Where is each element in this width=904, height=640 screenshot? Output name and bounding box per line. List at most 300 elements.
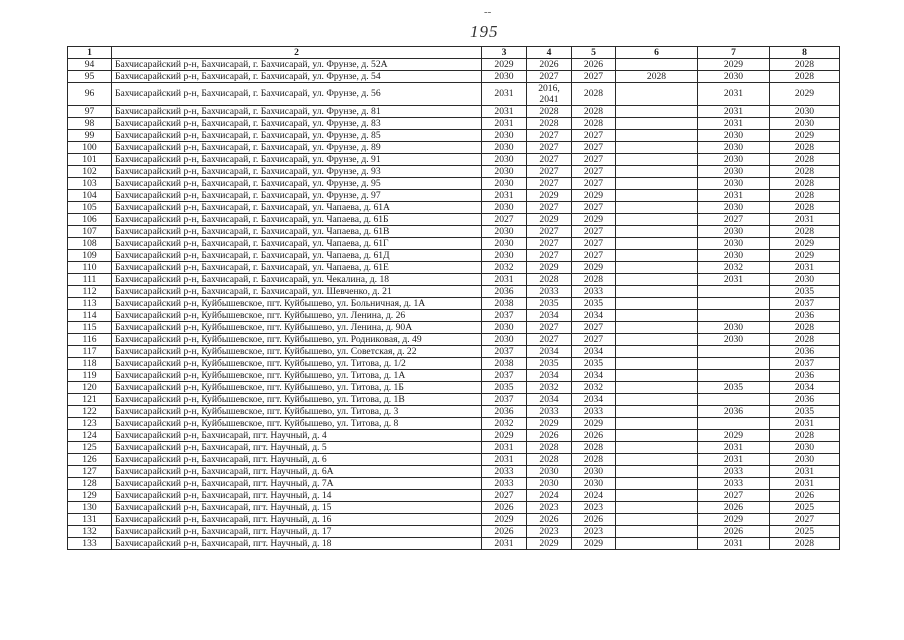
cell-year-col-7: 2030 — [698, 322, 770, 334]
column-header: 6 — [616, 47, 698, 59]
cell-row-number: 132 — [68, 526, 112, 538]
cell-year-col-8: 2028 — [770, 59, 840, 71]
cell-year-col-8: 2028 — [770, 226, 840, 238]
cell-year-col-5: 2027 — [572, 130, 616, 142]
table-row — [68, 178, 840, 190]
cell-address: Бахчисарайский р-н, Бахчисарай, г. Бахчисарай, ул. Фрунзе, д. 54 — [112, 71, 482, 83]
cell-year-col-8: 2029 — [770, 250, 840, 262]
cell-year-col-7: 2030 — [698, 250, 770, 262]
cell-year-col-7: 2031 — [698, 274, 770, 286]
cell-year-col-3: 2038 — [482, 298, 527, 310]
cell-year-col-3: 2026 — [482, 526, 527, 538]
cell-year-col-7 — [698, 394, 770, 406]
cell-year-col-4: 2034 — [527, 394, 572, 406]
cell-year-col-6 — [616, 154, 698, 166]
cell-row-number: 117 — [68, 346, 112, 358]
cell-year-col-7: 2031 — [698, 106, 770, 118]
cell-year-col-3: 2029 — [482, 430, 527, 442]
cell-year-col-4: 2034 — [527, 370, 572, 382]
cell-year-col-5: 2029 — [572, 214, 616, 226]
cell-year-col-8: 2031 — [770, 466, 840, 478]
cell-year-col-5: 2027 — [572, 202, 616, 214]
cell-address: Бахчисарайский р-н, Бахчисарай, г. Бахчисарай, ул. Фрунзе, д. 81 — [112, 106, 482, 118]
cell-row-number: 105 — [68, 202, 112, 214]
cell-address: Бахчисарайский р-н, Куйбышевское, пгт. Куйбышево, ул. Титова, д. 1А — [112, 370, 482, 382]
cell-row-number: 128 — [68, 478, 112, 490]
cell-year-col-3: 2033 — [482, 466, 527, 478]
cell-row-number: 99 — [68, 130, 112, 142]
cell-year-col-4: 2029 — [527, 190, 572, 202]
cell-year-col-3: 2030 — [482, 154, 527, 166]
table-row — [68, 202, 840, 214]
cell-year-col-5: 2027 — [572, 250, 616, 262]
table-row — [68, 394, 840, 406]
cell-year-col-3: 2030 — [482, 142, 527, 154]
cell-year-col-8: 2036 — [770, 394, 840, 406]
cell-year-col-6 — [616, 334, 698, 346]
cell-year-col-6 — [616, 238, 698, 250]
table-row — [68, 118, 840, 130]
header-row — [68, 47, 840, 59]
cell-year-col-7: 2031 — [698, 83, 770, 106]
cell-address: Бахчисарайский р-н, Бахчисарай, пгт. Научный, д. 14 — [112, 490, 482, 502]
cell-year-col-7: 2030 — [698, 154, 770, 166]
column-header: 4 — [527, 47, 572, 59]
cell-year-col-6 — [616, 538, 698, 550]
cell-year-col-3: 2030 — [482, 334, 527, 346]
cell-year-col-3: 2030 — [482, 178, 527, 190]
table-row — [68, 130, 840, 142]
cell-address: Бахчисарайский р-н, Куйбышевское, пгт. Куйбышево, ул. Титова, д. 8 — [112, 418, 482, 430]
cell-year-col-5: 2029 — [572, 538, 616, 550]
cell-year-col-4: 2029 — [527, 418, 572, 430]
cell-address: Бахчисарайский р-н, Куйбышевское, пгт. Куйбышево, ул. Титова, д. 1/2 — [112, 358, 482, 370]
cell-year-col-4: 2026 — [527, 59, 572, 71]
cell-row-number: 116 — [68, 334, 112, 346]
cell-row-number: 121 — [68, 394, 112, 406]
page-mark: -- — [484, 6, 492, 18]
cell-year-col-5: 2034 — [572, 370, 616, 382]
cell-year-col-7: 2031 — [698, 190, 770, 202]
cell-row-number: 108 — [68, 238, 112, 250]
cell-year-col-4: 2027 — [527, 334, 572, 346]
table-row — [68, 346, 840, 358]
cell-year-col-8: 2037 — [770, 298, 840, 310]
cell-year-col-8: 2028 — [770, 322, 840, 334]
cell-year-col-6 — [616, 310, 698, 322]
cell-row-number: 97 — [68, 106, 112, 118]
cell-year-col-4: 2023 — [527, 502, 572, 514]
cell-year-col-7: 2030 — [698, 71, 770, 83]
cell-year-col-3: 2037 — [482, 370, 527, 382]
cell-year-col-7: 2026 — [698, 526, 770, 538]
cell-address: Бахчисарайский р-н, Бахчисарай, г. Бахчисарай, ул. Фрунзе, д. 95 — [112, 178, 482, 190]
cell-year-col-5: 2035 — [572, 358, 616, 370]
cell-row-number: 111 — [68, 274, 112, 286]
cell-year-col-4: 2027 — [527, 250, 572, 262]
cell-year-col-5: 2027 — [572, 154, 616, 166]
table-header — [68, 47, 840, 59]
cell-year-col-8: 2028 — [770, 154, 840, 166]
cell-address: Бахчисарайский р-н, Бахчисарай, пгт. Научный, д. 7А — [112, 478, 482, 490]
cell-row-number: 130 — [68, 502, 112, 514]
cell-year-col-7: 2029 — [698, 430, 770, 442]
cell-year-col-7: 2032 — [698, 262, 770, 274]
cell-year-col-3: 2036 — [482, 286, 527, 298]
cell-year-col-3: 2027 — [482, 490, 527, 502]
cell-year-col-6 — [616, 502, 698, 514]
cell-address: Бахчисарайский р-н, Куйбышевское, пгт. Куйбышево, ул. Ленина, д. 26 — [112, 310, 482, 322]
cell-address: Бахчисарайский р-н, Куйбышевское, пгт. Куйбышево, ул. Титова, д. 1В — [112, 394, 482, 406]
table-row — [68, 442, 840, 454]
cell-year-col-4: 2027 — [527, 202, 572, 214]
cell-year-col-7: 2033 — [698, 466, 770, 478]
cell-year-col-3: 2030 — [482, 202, 527, 214]
table-row — [68, 322, 840, 334]
cell-year-col-4: 2027 — [527, 154, 572, 166]
cell-year-col-5: 2027 — [572, 226, 616, 238]
cell-row-number: 102 — [68, 166, 112, 178]
cell-address: Бахчисарайский р-н, Бахчисарай, г. Бахчисарай, ул. Фрунзе, д. 85 — [112, 130, 482, 142]
cell-address: Бахчисарайский р-н, Бахчисарай, г. Бахчисарай, ул. Чапаева, д. 61В — [112, 226, 482, 238]
cell-year-col-3: 2030 — [482, 71, 527, 83]
cell-year-col-7: 2030 — [698, 226, 770, 238]
cell-row-number: 113 — [68, 298, 112, 310]
cell-year-col-6 — [616, 190, 698, 202]
column-header: 5 — [572, 47, 616, 59]
cell-address: Бахчисарайский р-н, Бахчисарай, г. Бахчисарай, ул. Чапаева, д. 61Г — [112, 238, 482, 250]
cell-year-col-3: 2031 — [482, 83, 527, 106]
cell-year-col-8: 2036 — [770, 370, 840, 382]
table-row — [68, 59, 840, 71]
cell-year-col-6 — [616, 166, 698, 178]
cell-address: Бахчисарайский р-н, Бахчисарай, г. Бахчисарай, ул. Фрунзе, д. 89 — [112, 142, 482, 154]
cell-year-col-4: 2027 — [527, 178, 572, 190]
cell-year-col-7: 2031 — [698, 118, 770, 130]
cell-address: Бахчисарайский р-н, Бахчисарай, г. Бахчисарай, ул. Фрунзе, д. 83 — [112, 118, 482, 130]
cell-row-number: 119 — [68, 370, 112, 382]
cell-year-col-7: 2030 — [698, 130, 770, 142]
cell-row-number: 110 — [68, 262, 112, 274]
cell-year-col-7: 2030 — [698, 178, 770, 190]
cell-year-col-7 — [698, 346, 770, 358]
table-row — [68, 466, 840, 478]
cell-year-col-6 — [616, 394, 698, 406]
cell-year-col-3: 2030 — [482, 226, 527, 238]
cell-year-col-7: 2031 — [698, 538, 770, 550]
table-row — [68, 166, 840, 178]
cell-row-number: 127 — [68, 466, 112, 478]
cell-year-col-8: 2035 — [770, 406, 840, 418]
cell-year-col-7: 2029 — [698, 514, 770, 526]
cell-row-number: 133 — [68, 538, 112, 550]
table-row — [68, 490, 840, 502]
cell-year-col-8: 2028 — [770, 334, 840, 346]
cell-year-col-3: 2029 — [482, 59, 527, 71]
cell-address: Бахчисарайский р-н, Бахчисарай, г. Бахчисарай, ул. Фрунзе, д. 97 — [112, 190, 482, 202]
cell-year-col-5: 2027 — [572, 322, 616, 334]
cell-year-col-7: 2029 — [698, 59, 770, 71]
cell-year-col-4: 2035 — [527, 298, 572, 310]
cell-year-col-4: 2030 — [527, 478, 572, 490]
cell-year-col-4: 2027 — [527, 71, 572, 83]
cell-year-col-7: 2031 — [698, 442, 770, 454]
table-row — [68, 358, 840, 370]
cell-year-col-6 — [616, 514, 698, 526]
cell-year-col-8: 2025 — [770, 526, 840, 538]
cell-year-col-7: 2027 — [698, 490, 770, 502]
cell-year-col-3: 2031 — [482, 454, 527, 466]
cell-row-number: 118 — [68, 358, 112, 370]
table-row — [68, 298, 840, 310]
cell-year-col-3: 2031 — [482, 274, 527, 286]
cell-year-col-7: 2030 — [698, 238, 770, 250]
table-row — [68, 214, 840, 226]
cell-year-col-8: 2028 — [770, 190, 840, 202]
cell-year-col-7: 2030 — [698, 142, 770, 154]
cell-year-col-8: 2028 — [770, 178, 840, 190]
cell-year-col-6 — [616, 430, 698, 442]
cell-year-col-3: 2031 — [482, 442, 527, 454]
table-row — [68, 250, 840, 262]
cell-year-col-5: 2026 — [572, 514, 616, 526]
cell-year-col-3: 2030 — [482, 238, 527, 250]
cell-address: Бахчисарайский р-н, Бахчисарай, пгт. Научный, д. 18 — [112, 538, 482, 550]
table-row — [68, 106, 840, 118]
cell-year-col-8: 2025 — [770, 502, 840, 514]
cell-year-col-5: 2028 — [572, 106, 616, 118]
cell-year-col-7 — [698, 310, 770, 322]
cell-year-col-8: 2034 — [770, 382, 840, 394]
table-row — [68, 370, 840, 382]
cell-year-col-5: 2028 — [572, 274, 616, 286]
cell-address: Бахчисарайский р-н, Бахчисарай, пгт. Научный, д. 6А — [112, 466, 482, 478]
cell-year-col-6 — [616, 250, 698, 262]
cell-year-col-5: 2035 — [572, 298, 616, 310]
cell-year-col-6 — [616, 406, 698, 418]
cell-year-col-3: 2030 — [482, 250, 527, 262]
cell-row-number: 114 — [68, 310, 112, 322]
cell-year-col-6 — [616, 370, 698, 382]
cell-year-col-5: 2023 — [572, 502, 616, 514]
cell-row-number: 112 — [68, 286, 112, 298]
cell-year-col-6 — [616, 478, 698, 490]
cell-year-col-5: 2027 — [572, 166, 616, 178]
cell-year-col-5: 2029 — [572, 418, 616, 430]
cell-address: Бахчисарайский р-н, Бахчисарай, пгт. Научный, д. 17 — [112, 526, 482, 538]
cell-year-col-3: 2032 — [482, 262, 527, 274]
cell-year-col-7 — [698, 286, 770, 298]
table-row — [68, 286, 840, 298]
cell-year-col-7 — [698, 418, 770, 430]
cell-year-col-8: 2028 — [770, 142, 840, 154]
cell-year-col-6 — [616, 358, 698, 370]
cell-row-number: 101 — [68, 154, 112, 166]
cell-year-col-7: 2036 — [698, 406, 770, 418]
cell-year-col-4: 2028 — [527, 118, 572, 130]
cell-year-col-8: 2031 — [770, 478, 840, 490]
cell-row-number: 125 — [68, 442, 112, 454]
cell-year-col-3: 2032 — [482, 418, 527, 430]
cell-year-col-5: 2027 — [572, 178, 616, 190]
column-header: 8 — [770, 47, 840, 59]
cell-year-col-5: 2030 — [572, 478, 616, 490]
cell-year-col-5: 2034 — [572, 394, 616, 406]
table-row — [68, 430, 840, 442]
column-header: 7 — [698, 47, 770, 59]
cell-year-col-5: 2032 — [572, 382, 616, 394]
cell-address: Бахчисарайский р-н, Бахчисарай, пгт. Научный, д. 16 — [112, 514, 482, 526]
cell-address: Бахчисарайский р-н, Бахчисарай, г. Бахчисарай, ул. Чекалина, д. 18 — [112, 274, 482, 286]
cell-year-col-5: 2027 — [572, 142, 616, 154]
cell-year-col-7: 2035 — [698, 382, 770, 394]
table-body — [68, 59, 840, 550]
cell-year-col-8: 2031 — [770, 262, 840, 274]
cell-year-col-6 — [616, 526, 698, 538]
cell-year-col-4: 2027 — [527, 130, 572, 142]
cell-year-col-8: 2036 — [770, 310, 840, 322]
cell-year-col-4: 2034 — [527, 346, 572, 358]
cell-row-number: 123 — [68, 418, 112, 430]
cell-year-col-4: 2016, 2041 — [527, 83, 572, 106]
cell-year-col-5: 2023 — [572, 526, 616, 538]
cell-year-col-8: 2030 — [770, 106, 840, 118]
cell-year-col-4: 2033 — [527, 286, 572, 298]
cell-year-col-3: 2035 — [482, 382, 527, 394]
cell-year-col-6 — [616, 83, 698, 106]
cell-year-col-6 — [616, 274, 698, 286]
cell-year-col-6 — [616, 466, 698, 478]
cell-year-col-3: 2037 — [482, 394, 527, 406]
cell-address: Бахчисарайский р-н, Бахчисарай, г. Бахчисарай, ул. Фрунзе, д. 91 — [112, 154, 482, 166]
table-row — [68, 310, 840, 322]
cell-year-col-7: 2026 — [698, 502, 770, 514]
cell-year-col-8: 2028 — [770, 71, 840, 83]
cell-address: Бахчисарайский р-н, Бахчисарай, пгт. Научный, д. 6 — [112, 454, 482, 466]
cell-year-col-4: 2026 — [527, 430, 572, 442]
column-header: 1 — [68, 47, 112, 59]
cell-address: Бахчисарайский р-н, Бахчисарай, г. Бахчисарай, ул. Чапаева, д. 61А — [112, 202, 482, 214]
cell-year-col-5: 2029 — [572, 262, 616, 274]
cell-year-col-3: 2037 — [482, 310, 527, 322]
table-row — [68, 226, 840, 238]
table-row — [68, 502, 840, 514]
cell-row-number: 96 — [68, 83, 112, 106]
cell-row-number: 120 — [68, 382, 112, 394]
cell-year-col-5: 2027 — [572, 334, 616, 346]
cell-year-col-4: 2035 — [527, 358, 572, 370]
cell-year-col-6 — [616, 442, 698, 454]
page-number: 195 — [470, 22, 499, 41]
cell-year-col-5: 2034 — [572, 310, 616, 322]
cell-row-number: 100 — [68, 142, 112, 154]
cell-year-col-3: 2031 — [482, 106, 527, 118]
cell-row-number: 106 — [68, 214, 112, 226]
cell-year-col-7: 2033 — [698, 478, 770, 490]
cell-address: Бахчисарайский р-н, Куйбышевское, пгт. Куйбышево, ул. Родниковая, д. 49 — [112, 334, 482, 346]
cell-year-col-5: 2033 — [572, 406, 616, 418]
cell-year-col-5: 2028 — [572, 118, 616, 130]
table-row — [68, 526, 840, 538]
cell-year-col-5: 2027 — [572, 238, 616, 250]
cell-year-col-8: 2031 — [770, 418, 840, 430]
cell-address: Бахчисарайский р-н, Бахчисарай, г. Бахчисарай, ул. Чапаева, д. 61Б — [112, 214, 482, 226]
table-row — [68, 538, 840, 550]
table-row — [68, 514, 840, 526]
table-row — [68, 418, 840, 430]
cell-year-col-8: 2029 — [770, 238, 840, 250]
cell-year-col-4: 2027 — [527, 238, 572, 250]
cell-year-col-4: 2028 — [527, 274, 572, 286]
table-row — [68, 274, 840, 286]
cell-year-col-7 — [698, 298, 770, 310]
document-sheet — [67, 46, 840, 550]
cell-row-number: 98 — [68, 118, 112, 130]
cell-row-number: 124 — [68, 430, 112, 442]
cell-address: Бахчисарайский р-н, Бахчисарай, г. Бахчисарай, ул. Шевченко, д. 21 — [112, 286, 482, 298]
cell-year-col-3: 2030 — [482, 130, 527, 142]
cell-year-col-3: 2038 — [482, 358, 527, 370]
cell-year-col-3: 2036 — [482, 406, 527, 418]
cell-year-col-8: 2028 — [770, 538, 840, 550]
cell-year-col-5: 2028 — [572, 454, 616, 466]
cell-year-col-8: 2031 — [770, 214, 840, 226]
table-row — [68, 454, 840, 466]
cell-year-col-8: 2035 — [770, 286, 840, 298]
cell-year-col-7: 2031 — [698, 454, 770, 466]
cell-year-col-3: 2026 — [482, 502, 527, 514]
housing-schedule-table — [67, 46, 840, 550]
cell-year-col-3: 2027 — [482, 214, 527, 226]
cell-row-number: 104 — [68, 190, 112, 202]
cell-address: Бахчисарайский р-н, Бахчисарай, г. Бахчисарай, ул. Фрунзе, д. 93 — [112, 166, 482, 178]
cell-row-number: 115 — [68, 322, 112, 334]
cell-year-col-7 — [698, 358, 770, 370]
cell-year-col-5: 2030 — [572, 466, 616, 478]
cell-address: Бахчисарайский р-н, Бахчисарай, г. Бахчисарай, ул. Фрунзе, д. 56 — [112, 83, 482, 106]
cell-year-col-6 — [616, 454, 698, 466]
cell-year-col-8: 2029 — [770, 83, 840, 106]
cell-year-col-3: 2031 — [482, 538, 527, 550]
cell-year-col-8: 2037 — [770, 358, 840, 370]
cell-address: Бахчисарайский р-н, Куйбышевское, пгт. Куйбышево, ул. Ленина, д. 90А — [112, 322, 482, 334]
cell-year-col-6 — [616, 226, 698, 238]
table-row — [68, 190, 840, 202]
cell-year-col-5: 2027 — [572, 71, 616, 83]
cell-address: Бахчисарайский р-н, Куйбышевское, пгт. Куйбышево, ул. Больничная, д. 1А — [112, 298, 482, 310]
cell-year-col-4: 2027 — [527, 322, 572, 334]
cell-year-col-6 — [616, 490, 698, 502]
cell-year-col-6 — [616, 130, 698, 142]
table-row — [68, 238, 840, 250]
cell-year-col-6 — [616, 106, 698, 118]
cell-year-col-8: 2026 — [770, 490, 840, 502]
cell-year-col-6 — [616, 418, 698, 430]
cell-row-number: 129 — [68, 490, 112, 502]
cell-year-col-8: 2030 — [770, 274, 840, 286]
cell-year-col-4: 2029 — [527, 538, 572, 550]
cell-year-col-3: 2033 — [482, 478, 527, 490]
cell-year-col-5: 2028 — [572, 83, 616, 106]
cell-address: Бахчисарайский р-н, Бахчисарай, г. Бахчисарай, ул. Чапаева, д. 61Е — [112, 262, 482, 274]
table-row — [68, 382, 840, 394]
cell-year-col-6 — [616, 59, 698, 71]
cell-year-col-7 — [698, 370, 770, 382]
cell-address: Бахчисарайский р-н, Куйбышевское, пгт. Куйбышево, ул. Советская, д. 22 — [112, 346, 482, 358]
cell-year-col-4: 2028 — [527, 106, 572, 118]
cell-row-number: 95 — [68, 71, 112, 83]
cell-year-col-8: 2030 — [770, 118, 840, 130]
